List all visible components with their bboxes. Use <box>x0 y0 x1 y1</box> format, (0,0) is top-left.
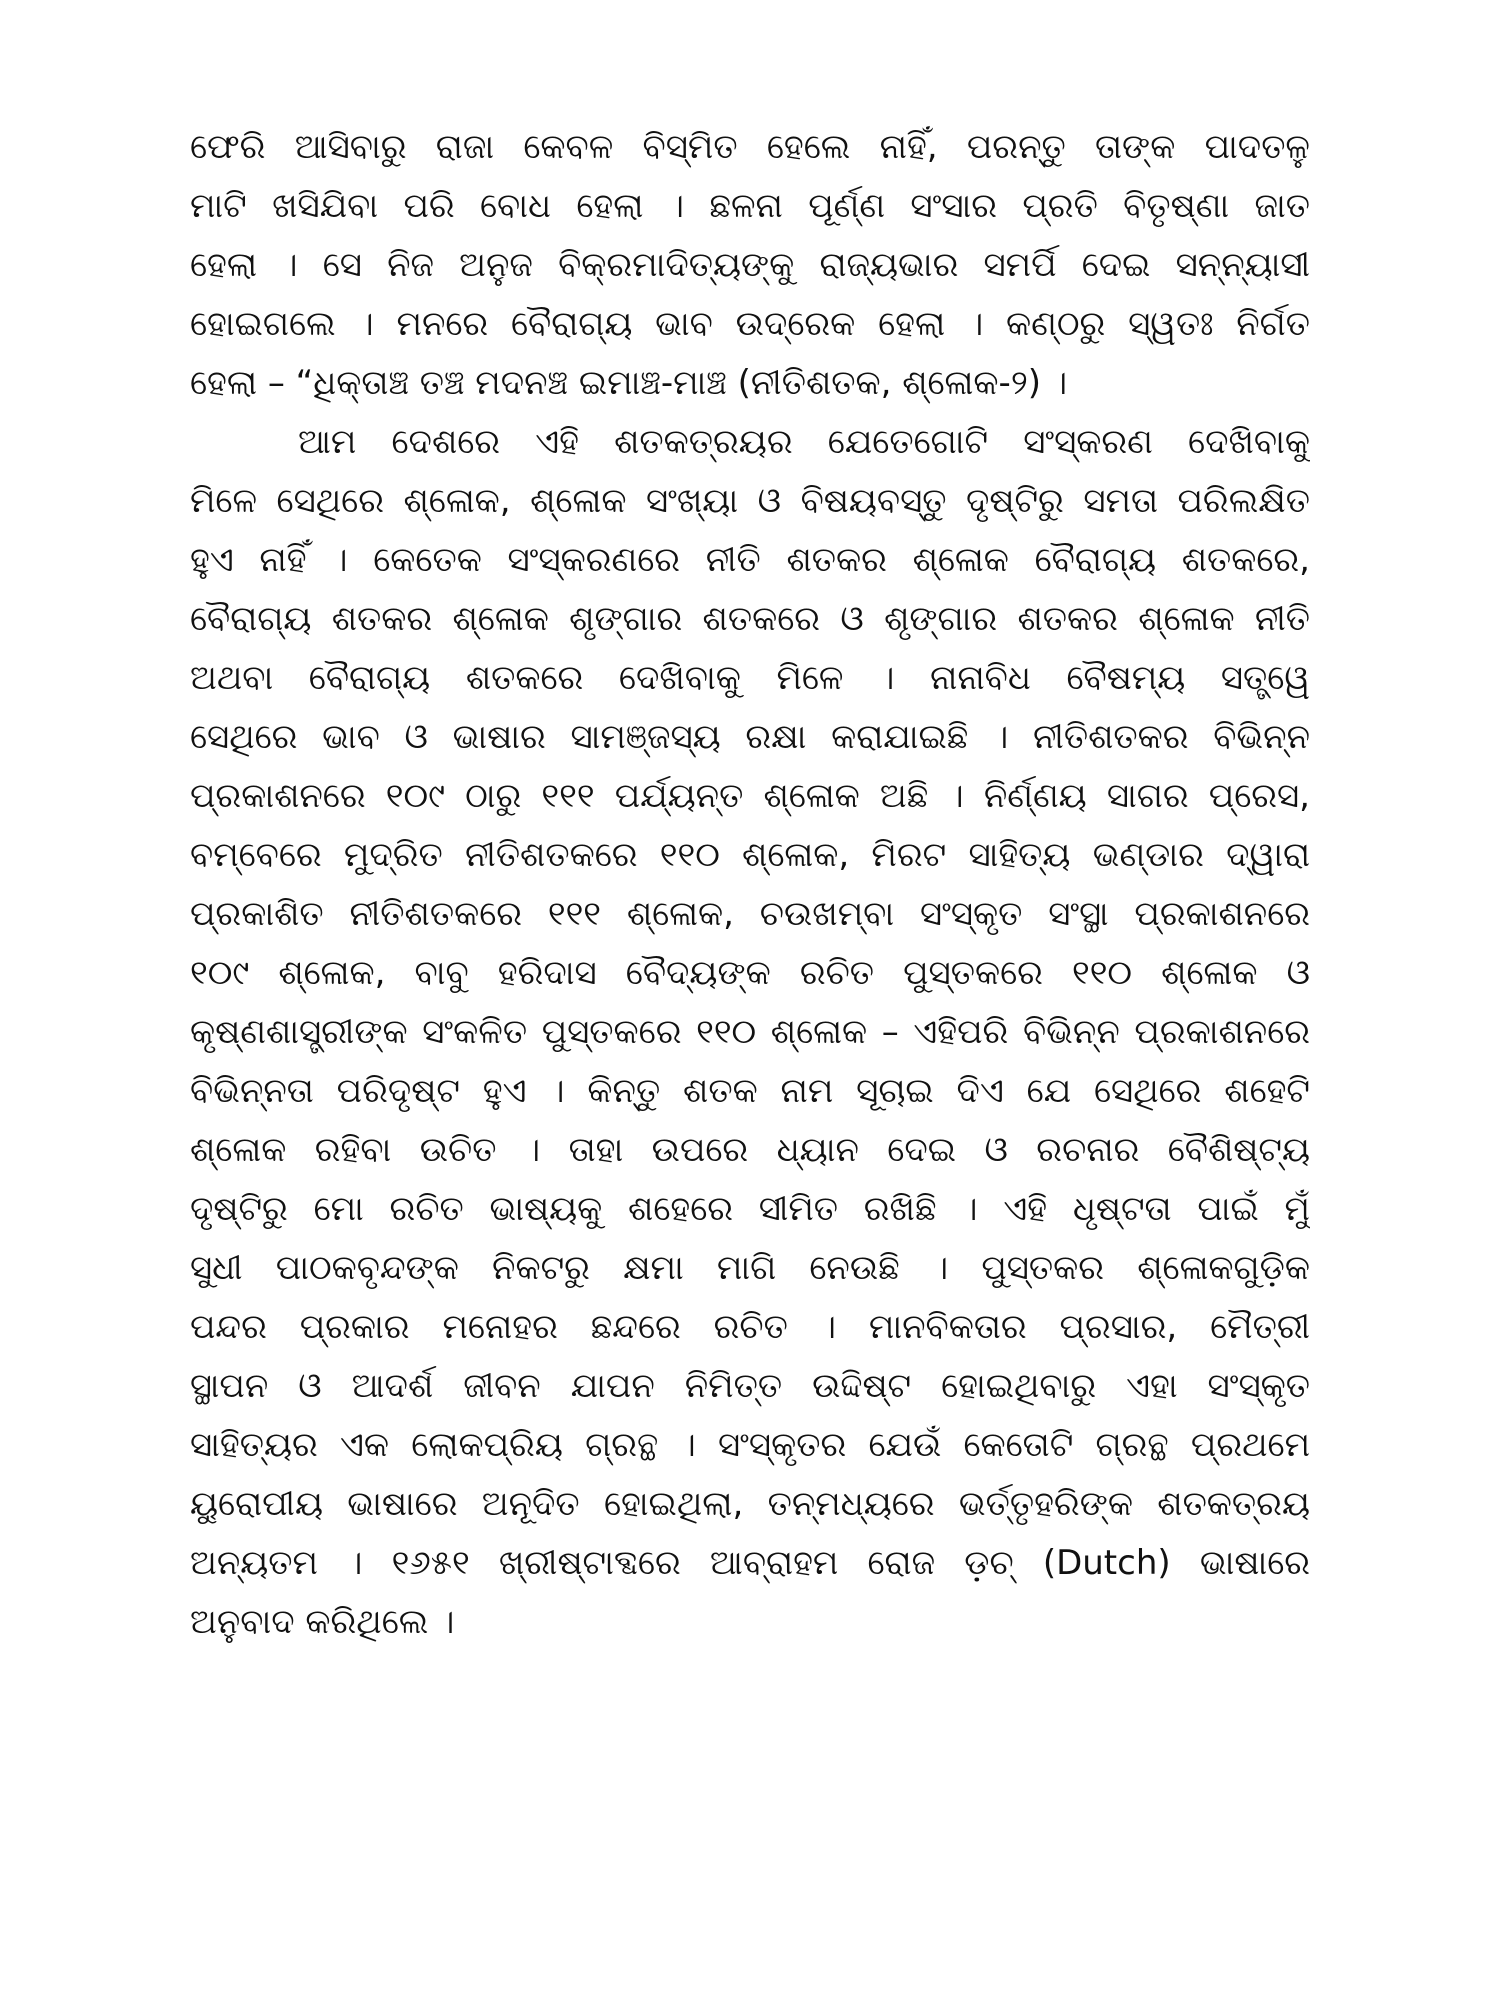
text-line: ମାଟି ଖସିଯିବା ପରି ବୋଧ ହେଲା । ଛଳନା ପୂର୍ଣ୍ଣ ସଂସାର ପ୍ରତି ବିତୃଷ୍ଣା ଜାତ <box>190 186 1310 226</box>
body-text <box>190 118 1310 1652</box>
paragraph-end-line: ଅନୁବାଦ କରିଥିଲେ । <box>190 1602 455 1642</box>
text-line: ଅନ୍ୟତମ । ୧୬୫୧ ଖ୍ରୀଷ୍ଟାବ୍ଦରେ ଆବ୍ରାହମ ରୋଜ ଡ଼ଚ୍ (Dutch) ଭାଷାରେ <box>190 1543 1310 1583</box>
text-line: ଫେରି ଆସିବାରୁ ରାଜା କେବଳ ବିସ୍ମିତ ହେଲେ ନାହିଁ, ପରନ୍ତୁ ତାଙ୍କ ପାଦତଳୁ <box>190 127 1310 167</box>
text-line: ଶ୍ଳୋକ ରହିବା ଉଚିତ । ତାହା ଉପରେ ଧ୍ୟାନ ଦେଇ ଓ ରଚନାର ବୈଶିଷ୍ଟ୍ୟ <box>190 1130 1310 1170</box>
text-line: ବୈରାଗ୍ୟ ଶତକର ଶ୍ଳୋକ ଶୃଙ୍ଗାର ଶତକରେ ଓ ଶୃଙ୍ଗାର ଶତକର ଶ୍ଳୋକ ନୀତି <box>190 599 1310 639</box>
text-line: ବମ୍ବେରେ ମୁଦ୍ରିତ ନୀତିଶତକରେ ୧୧୦ ଶ୍ଳୋକ, ମିରଟ ସାହିତ୍ୟ ଭଣ୍ଡାର ଦ୍ୱାରା <box>190 835 1310 875</box>
text-line: ହେଲା – “ଧିକ୍‌ତାଞ୍ଚ ତଞ୍ଚ ମଦନଞ୍ଚ ଇମାଞ୍ଚ-ମାଞ୍ଚ (ନୀତିଶତକ, ଶ୍ଳୋକ-୨) । <box>190 363 1068 403</box>
text-line: ୟୁରୋପୀୟ ଭାଷାରେ ଅନୂଦିତ ହୋଇଥିଲା, ତନ୍ମଧ୍ୟରେ ଭର୍ତ୍ତୃହରିଙ୍କ ଶତକତ୍ରୟ <box>190 1484 1310 1524</box>
text-line: ପ୍ରକାଶନରେ ୧୦୯ ଠାରୁ ୧୧୧ ପର୍ଯ୍ୟନ୍ତ ଶ୍ଳୋକ ଅଛି । ନିର୍ଣ୍ଣୟ ସାଗର ପ୍ରେସ, <box>190 776 1310 816</box>
text-line: ଅଥବା ବୈରାଗ୍ୟ ଶତକରେ ଦେଖିବାକୁ ମିଳେ । ନାନାବିଧ ବୈଷମ୍ୟ ସତ୍ତ୍ୱେ <box>190 658 1310 698</box>
paragraph-start-line: ଆମ ଦେଶରେ ଏହି ଶତକତ୍ରୟର ଯେତେଗୋଟି ସଂସ୍କରଣ ଦେଖିବାକୁ <box>298 422 1310 462</box>
text-line: ସେଥିରେ ଭାବ ଓ ଭାଷାର ସାମଞ୍ଜସ୍ୟ ରକ୍ଷା କରାଯାଇଛି । ନୀତିଶତକର ବିଭିନ୍ନ <box>190 717 1310 757</box>
text-line: ଦୃଷ୍ଟିରୁ ମୋ ରଚିତ ଭାଷ୍ୟକୁ ଶହେରେ ସୀମିତ ରଖିଛି । ଏହି ଧୃଷ୍ଟତା ପାଇଁ ମୁଁ <box>190 1189 1310 1229</box>
text-line: ମିଳେ ସେଥିରେ ଶ୍ଳୋକ, ଶ୍ଳୋକ ସଂଖ୍ୟା ଓ ବିଷୟବସ୍ତୁ ଦୃଷ୍ଟିରୁ ସମତା ପରିଲକ୍ଷିତ <box>190 481 1310 521</box>
text-line: ବିଭିନ୍ନତା ପରିଦୃଷ୍ଟ ହୁଏ । କିନ୍ତୁ ଶତକ ନାମ ସୂଚାଇ ଦିଏ ଯେ ସେଥିରେ ଶହେଟି <box>190 1071 1310 1111</box>
text-line: ପନ୍ଦର ପ୍ରକାର ମନୋହର ଛନ୍ଦରେ ରଚିତ । ମାନବିକତାର ପ୍ରସାର, ମୈତ୍ରୀ <box>190 1307 1310 1347</box>
text-line: କୃଷ୍ଣଶାସ୍ତ୍ରୀଙ୍କ ସଂକଳିତ ପୁସ୍ତକରେ ୧୧୦ ଶ୍ଳୋକ – ଏହିପରି ବିଭିନ୍ନ ପ୍ରକାଶନରେ <box>190 1012 1310 1052</box>
text-line: ପ୍ରକାଶିତ ନୀତିଶତକରେ ୧୧୧ ଶ୍ଳୋକ, ଚଉଖମ୍ବା ସଂସ୍କୃତ ସଂସ୍ଥା ପ୍ରକାଶନରେ <box>190 894 1310 934</box>
text-line: ହୋଇଗଲେ । ମନରେ ବୈରାଗ୍ୟ ଭାବ ଉଦ୍ରେକ ହେଲା । କଣ୍ଠରୁ ସ୍ୱତଃ ନିର୍ଗତ <box>190 304 1310 344</box>
text-line: ୧୦୯ ଶ୍ଳୋକ, ବାବୁ ହରିଦାସ ବୈଦ୍ୟଙ୍କ ରଚିତ ପୁସ୍ତକରେ ୧୧୦ ଶ୍ଳୋକ ଓ <box>190 953 1310 993</box>
text-line: ସ୍ଥାପନ ଓ ଆଦର୍ଶ ଜୀବନ ଯାପନ ନିମିତ୍ତ ଉଦ୍ଦିଷ୍ଟ ହୋଇଥିବାରୁ ଏହା ସଂସ୍କୃତ <box>190 1366 1310 1406</box>
text-line: ସାହିତ୍ୟର ଏକ ଲୋକପ୍ରିୟ ଗ୍ରନ୍ଥ । ସଂସ୍କୃତର ଯେଉଁ କେତୋଟି ଗ୍ରନ୍ଥ ପ୍ରଥମେ <box>190 1425 1310 1465</box>
text-line: ହୁଏ ନାହିଁ । କେତେକ ସଂସ୍କରଣରେ ନୀତି ଶତକର ଶ୍ଳୋକ ବୈରାଗ୍ୟ ଶତକରେ, <box>190 540 1310 580</box>
text-line: ସୁଧୀ ପାଠକବୃନ୍ଦଙ୍କ ନିକଟରୁ କ୍ଷମା ମାଗି ନେଉଛି । ପୁସ୍ତକର ଶ୍ଳୋକଗୁଡ଼ିକ <box>190 1248 1310 1288</box>
text-line: ହେଲା । ସେ ନିଜ ଅନୁଜ ବିକ୍ରମାଦିତ୍ୟଙ୍କୁ ରାଜ୍ୟଭାର ସମର୍ପି ଦେଇ ସନ୍ନ୍ୟାସୀ <box>190 245 1310 285</box>
